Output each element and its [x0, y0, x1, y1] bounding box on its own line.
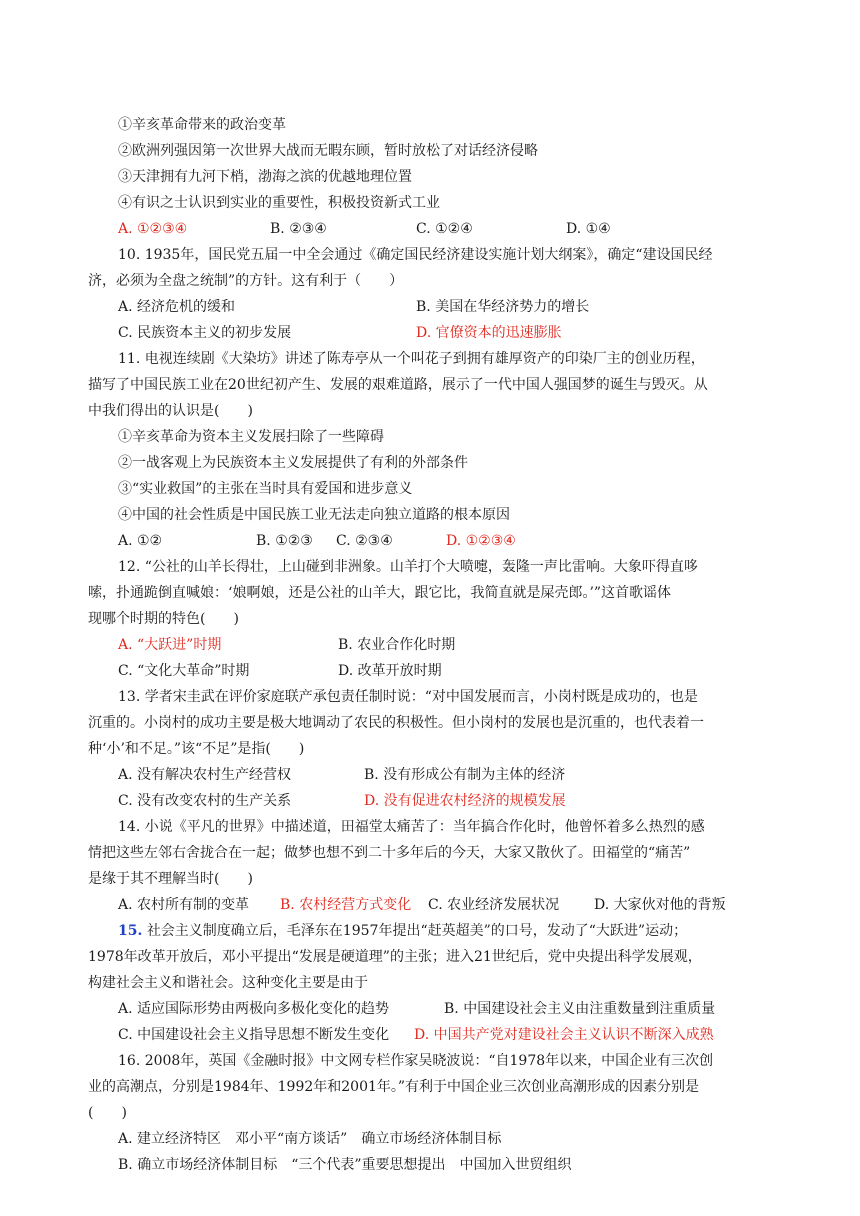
- q15-option-c: C. 中国建设社会主义指导思想不断发生变化: [118, 1027, 390, 1043]
- q10-option-d: D. 官僚资本的迅速膨胀: [416, 325, 562, 341]
- q10-option-a: A. 经济危机的缓和: [118, 299, 236, 315]
- q11-options: [88, 531, 788, 551]
- q14-options: [88, 895, 788, 915]
- q14-option-c: C. 农业经济发展状况: [428, 897, 560, 913]
- q12-stem-1: 12. “公社的山羊长得壮，上山碰到非洲象。山羊打个大喷嚏，轰隆一声比雷响。大象吓得直哆: [118, 559, 698, 575]
- q11-option-d: D. ①②③④: [446, 533, 516, 549]
- q9-option-a: A. ①②③④: [118, 221, 188, 237]
- q11-option-b: B. ①②③: [256, 533, 313, 549]
- q12-options-row-1: [88, 635, 788, 655]
- q13-stem-1: 13. 学者宋圭武在评价家庭联产承包责任制时说：“对中国发展而言，小岗村既是成功的，也是: [118, 689, 698, 705]
- q11-option-a: A. ①②: [118, 533, 163, 549]
- q10-options-row-1: [88, 297, 788, 317]
- q9-option-b: B. ②③④: [270, 221, 327, 237]
- q11-stem-2: 描写了中国民族工业在20世纪初产生、发展的艰难道路，展示了一代中国人强国梦的诞生与毁灭。从: [88, 377, 708, 393]
- q9-options: [88, 219, 788, 239]
- q14-option-d: D. 大家伙对他的背叛: [594, 897, 726, 913]
- q9-item-2: ②欧洲列强因第一次世界大战而无暇东顾，暂时放松了对话经济侵略: [118, 143, 538, 159]
- q14-option-a: A. 农村所有制的变革: [118, 897, 250, 913]
- q13-option-b: B. 没有形成公有制为主体的经济: [364, 767, 566, 783]
- q11-item-1: ①辛亥革命为资本主义发展扫除了一些障碍: [118, 429, 384, 445]
- q13-option-c: C. 没有改变农村的生产关系: [118, 793, 292, 809]
- q10-option-c: C. 民族资本主义的初步发展: [118, 325, 292, 341]
- q12-option-c: C. “文化大革命”时期: [118, 663, 250, 679]
- q16-stem-1: 16. 2008年，英国《金融时报》中文网专栏作家吴晓波说：“自1978年以来，中国企业有三次创: [118, 1053, 714, 1069]
- q13-options-row-1: [88, 765, 788, 785]
- q16-option-b: B. 确立市场经济体制目标 “三个代表”重要思想提出 中国加入世贸组织: [118, 1157, 572, 1173]
- q14-stem-3: 是缘于其不理解当时( ): [88, 871, 253, 887]
- q15-stem-1: [118, 921, 818, 941]
- q15-stem-text: 社会主义制度确立后，毛泽东在1957年提出“赶英超美”的口号，发动了“大跃进”运动；: [146, 923, 688, 939]
- q15-option-d: D. 中国共产党对建设社会主义认识不断深入成熟: [414, 1027, 714, 1043]
- q13-option-d: D. 没有促进农村经济的规模发展: [364, 793, 566, 809]
- q11-option-c: C. ②③④: [336, 533, 393, 549]
- q13-stem-3: 种‘小’和不足。”该“不足”是指( ): [88, 741, 305, 757]
- q15-option-a: A. 适应国际形势由两极向多极化变化的趋势: [118, 1001, 390, 1017]
- q15-option-b: B. 中国建设社会主义由注重数量到注重质量: [444, 1001, 716, 1017]
- q13-options-row-2: [88, 791, 788, 811]
- q15-options-row-1: [88, 999, 788, 1019]
- q15-number: 15.: [118, 923, 143, 939]
- q16-option-a: A. 建立经济特区 邓小平“南方谈话” 确立市场经济体制目标: [118, 1131, 502, 1147]
- q11-stem-3: 中我们得出的认识是( ): [88, 403, 253, 419]
- q12-option-b: B. 农业合作化时期: [338, 637, 456, 653]
- q10-option-b: B. 美国在华经济势力的增长: [416, 299, 590, 315]
- q11-stem-1: 11. 电视连续剧《大染坊》讲述了陈寿亭从一个叫花子到拥有雄厚资产的印染厂主的创业历程，: [118, 351, 705, 367]
- q10-stem-2: 济，必须为全盘之统制”的方针。这有利于（ ）: [88, 273, 404, 289]
- q12-stem-3: 现哪个时期的特色( ): [88, 611, 239, 627]
- q11-item-3: ③“实业救国”的主张在当时具有爱国和进步意义: [118, 481, 413, 497]
- q9-option-d: D. ①④: [566, 221, 611, 237]
- q10-stem-1: 10. 1935年，国民党五届一中全会通过《确定国民经济建设实施计划大纲案》，确定“建设国民经: [118, 247, 713, 263]
- q14-stem-1: 14. 小说《平凡的世界》中描述道，田福堂太痛苦了：当年搞合作化时，他曾怀着多么热烈的感: [118, 819, 705, 835]
- q15-stem-2: 1978年改革开放后，邓小平提出“发展是硬道理”的主张；进入21世纪后，党中央提出科学发展观，: [88, 949, 702, 965]
- q9-option-c: C. ①②④: [416, 221, 473, 237]
- q10-options-row-2: [88, 323, 788, 343]
- q16-stem-2: 业的高潮点，分别是1984年、1992年和2001年。”有利于中国企业三次创业高潮形成的因素分别是: [88, 1079, 700, 1095]
- q11-item-2: ②一战客观上为民族资本主义发展提供了有利的外部条件: [118, 455, 468, 471]
- q9-item-1: ①辛亥革命带来的政治变革: [118, 117, 286, 133]
- q16-stem-3: ( ): [88, 1105, 127, 1121]
- q12-option-d: D. 改革开放时期: [338, 663, 442, 679]
- q12-stem-2: 嗦，扑通跪倒直喊娘：‘娘啊娘，还是公社的山羊大，跟它比，我简直就是屎壳郎。’”这首歌谣体: [88, 585, 672, 601]
- q15-options-row-2: [88, 1025, 788, 1045]
- q13-stem-2: 沉重的。小岗村的成功主要是极大地调动了农民的积极性。但小岗村的发展也是沉重的，也代表着一: [88, 715, 704, 731]
- q14-stem-2: 情把这些左邻右舍拢合在一起；做梦也想不到二十多年后的今天，大家又散伙了。田福堂的“痛苦”: [88, 845, 691, 861]
- q9-item-3: ③天津拥有九河下梢，渤海之滨的优越地理位置: [118, 169, 412, 185]
- q9-item-4: ④有识之士认识到实业的重要性，积极投资新式工业: [118, 195, 440, 211]
- q14-option-b: B. 农村经营方式变化: [280, 897, 412, 913]
- q15-stem-3: 构建社会主义和谐社会。这种变化主要是由于: [88, 975, 368, 991]
- q11-item-4: ④中国的社会性质是中国民族工业无法走向独立道路的根本原因: [118, 507, 510, 523]
- q13-option-a: A. 没有解决农村生产经营权: [118, 767, 292, 783]
- q12-options-row-2: [88, 661, 788, 681]
- q12-option-a: A. “大跃进”时期: [118, 637, 222, 653]
